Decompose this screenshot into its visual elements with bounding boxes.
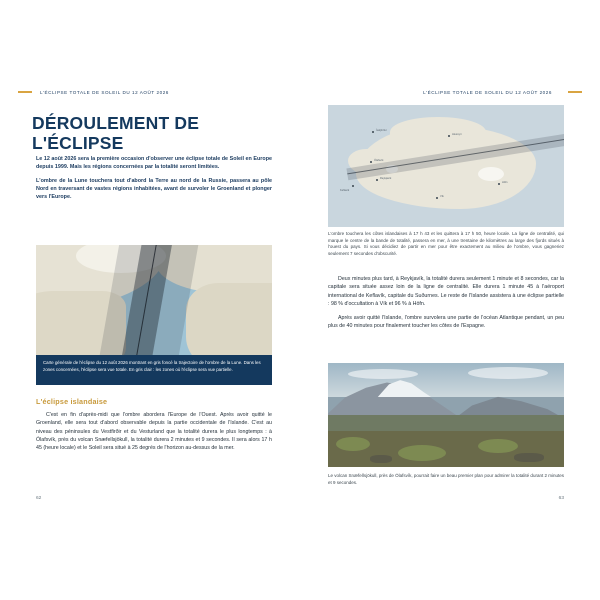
map-label-isafjordur: Ísafjörður: [376, 129, 387, 132]
folio-right: 63: [558, 496, 564, 501]
map-label-olafsvik: Ólafsvík: [374, 159, 384, 162]
right-page: [310, 85, 582, 515]
left-running-header-text: L'ÉCLIPSE TOTALE DE SOLEIL DU 12 AOÛT 2026: [40, 89, 169, 95]
map-city-dot: [372, 131, 374, 133]
map-label-reykjavik: Reykjavík: [380, 177, 392, 180]
volcano-photo-caption: Le volcan Snæfellsjökull, près de Ólafsvík, pourrait faire un beau premier plan pour admirer la totalité durant 2 minutes et 9 secondes.: [328, 473, 564, 485]
right-running-header: [310, 85, 582, 99]
left-body-text: [36, 411, 272, 452]
map-city-dot: [370, 161, 372, 163]
map-city-dot: [436, 197, 438, 199]
lead-paragraphs: [36, 155, 272, 207]
map-iceland-north: [390, 117, 486, 147]
left-body-paragraph: C'est en fin d'après-midi que l'ombre abordera l'Europe de l'Ouest. Après avoir quitté le Groenland, elle sera tout d'abord observable depuis la partie occidentale de l'Islande. C'est au niveau des péninsules du Vestfirðir et du Vesturland que la totalité durera le plus longtemps : à Ólafsvík, près du volcan Snæfellsjökull, la totalité durera 2 minutes et 9 secondes. Il sera alors 17 h 45 (heure locale) et le Soleil sera situé à 25 degrés de l'horizon au-dessus de la mer.: [36, 412, 272, 452]
map-city-dot: [376, 179, 378, 181]
photo-moss: [336, 437, 370, 451]
photo-rock: [514, 453, 544, 462]
map-landmass-europe: [186, 283, 272, 355]
lead-paragraph-1: Le 12 août 2026 sera la première occasion d'observer une éclipse totale de Soleil en Europe depuis 1999. Mais les régions concernées par la totalité seront limitées.: [36, 156, 272, 171]
lead-paragraph-2: L'ombre de la Lune touchera tout d'abord la Terre au nord de la Russie, passera au pôle Nord en traversant de vastes régions inhabitées, avant de survoler le Groenland et plonger vers l'Europe.: [36, 178, 272, 201]
right-body-paragraph-1: Deux minutes plus tard, à Reykjavík, la totalité durera seulement 1 minute et 8 secondes, car la capitale sera située assez loin de la ligne de centralité. Elle durera 1 minute 45 à l'aéroport international de Keflavík, capitale du Suðurnes. Le reste de l'Islande assistera à une éclipse partielle : 98 % d'occultation à Vík et 96 % à Höfn.: [328, 276, 564, 307]
map-label-hofn: Höfn: [502, 181, 508, 184]
left-running-header: [18, 85, 290, 99]
photo-moss: [478, 439, 518, 453]
iceland-map-caption: L'ombre touchera les côtes islandaises à 17 h 43 et les quittera à 17 h 50, heure locale. La ligne de centralité, qui marque le centre de la bande de totalité, passera en mer, à une trentaine de kilomètres au large des fjords situés à l'ouest du pays. Si vous décidiez de partir en mer pour être exactement au milieu de l'ombre, vous gagneriez seulement 7 secondes d'obscurité.: [328, 231, 564, 256]
map-city-dot: [448, 135, 450, 137]
photo-cloud: [348, 369, 418, 379]
iceland-map-figure: [328, 105, 564, 227]
right-body-text: [328, 275, 564, 337]
left-page: [18, 85, 290, 515]
map-label-akureyri: Akureyri: [452, 133, 462, 136]
photo-rock: [370, 455, 392, 463]
section-title: L'éclipse islandaise: [36, 397, 108, 406]
figure-caption-band: [36, 355, 272, 385]
figure-caption-text: Carte générale de l'éclipse du 12 août 2026 montrant en gris foncé la trajectoire de l'ombre de la Lune. Dans les zones concernées, l'éclipse sera vue totale. En gris clair : les zones où l'éclipse sera vue partielle.: [43, 360, 261, 372]
photo-cloud: [468, 367, 548, 379]
folio-left: 62: [36, 496, 42, 501]
photo-moss: [398, 445, 446, 461]
map-city-dot: [352, 185, 354, 187]
page-title: DÉROULEMENT DE L'ÉCLIPSE: [32, 113, 200, 153]
right-body-paragraph-2: Après avoir quitté l'Islande, l'ombre survolera une partie de l'océan Atlantique pendant, un peu plus de 40 minutes pour finalement toucher les côtes de l'Espagne.: [328, 315, 564, 330]
header-rule-icon: [568, 91, 582, 93]
right-running-header-text: L'ÉCLIPSE TOTALE DE SOLEIL DU 12 AOÛT 2026: [423, 89, 552, 95]
volcano-photo-figure: [328, 363, 564, 467]
map-label-keflavik: Keflavík: [340, 189, 350, 192]
general-eclipse-map-figure: [36, 245, 272, 355]
map-city-dot: [498, 183, 500, 185]
map-label-vik: Vík: [440, 195, 444, 198]
header-rule-icon: [18, 91, 32, 93]
map-vatnajokull-glacier: [478, 167, 504, 181]
